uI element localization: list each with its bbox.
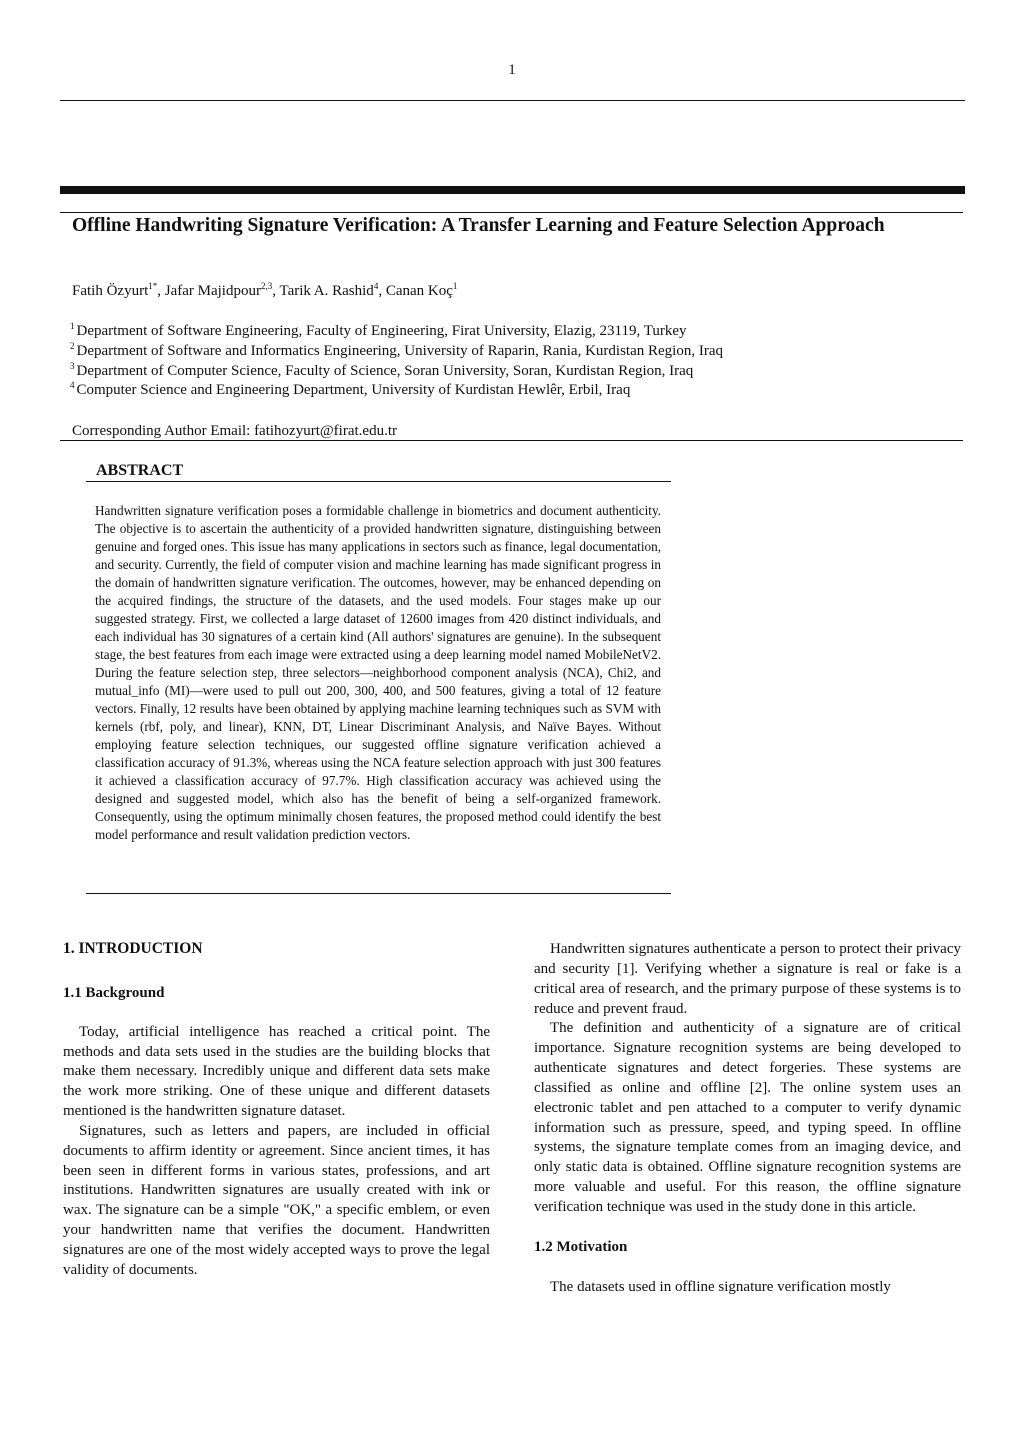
author-list: Fatih Özyurt$^{1*}$, Jafar Majidpour$^{2,3}$, Tarik A. Rashid$^4$, Canan Koç$^1$ bbox=[72, 281, 458, 299]
paper-title: Offline Handwriting Signature Verification: A Transfer Learning and Feature Selection Approach bbox=[72, 215, 885, 236]
subsection-heading: 1.2 Motivation bbox=[534, 1238, 628, 1255]
title-top-rule bbox=[60, 212, 963, 213]
abstract-top-rule bbox=[86, 481, 671, 482]
affiliation: $^4$ Computer Science and Engineering Department, University of Kurdistan Hewlêr, Erbil, Iraq bbox=[70, 380, 631, 399]
affiliation-list bbox=[70, 322, 970, 401]
corresponding-author: Corresponding Author Email: fatihozyurt@firat.edu.tr bbox=[72, 423, 397, 439]
author-sup: 4 bbox=[373, 281, 379, 291]
affiliation: $^1$ Department of Software Engineering, Faculty of Engineering, Firat University, Elazig, 23119, Turkey bbox=[70, 321, 687, 339]
author-sup: 1 bbox=[452, 281, 458, 291]
subsection-heading: 1.1 Background bbox=[63, 984, 165, 1001]
author-sup: 2,3 bbox=[260, 281, 273, 291]
paragraph: Signatures, such as letters and papers, are included in official documents to affirm identity or agreement. Since ancient times, it has been seen in different forms in various states, professions, and art institutions. Handwritten signatures are usually created with ink or wax. The signature can be a simple "OK," a specific emblem, or even your handwritten name that verifies the document. Handwritten signatures are one of the most widely accepted ways to prove the legal validity of documents. bbox=[63, 1122, 490, 1278]
left-column bbox=[63, 939, 490, 1281]
paragraph: The definition and authenticity of a signature are of critical importance. Signature recognition systems are being developed to authenticate signatures and detect forgeries. These systems are classified as online and offline [2]. The online system uses an electronic tablet and pen attached to a computer to verify dynamic information such as pressure, speed, and typing speed. In offline systems, the signature template comes from an imaging device, and only static data is obtained. Offline signature recognition systems are more valuable and useful. For this reason, the offline signature verification technique was used in the study done in this article. bbox=[534, 1020, 961, 1215]
affiliation: $^2$ Department of Software and Informatics Engineering, University of Raparin, Rania, Kurdistan Region, Iraq bbox=[70, 340, 723, 359]
section-heading: 1. INTRODUCTION bbox=[63, 940, 203, 957]
affiliation: $^3$ Department of Computer Science, Faculty of Science, Soran University, Soran, Kurdistan Region, Iraq bbox=[70, 360, 694, 379]
abstract-bottom-rule bbox=[86, 893, 671, 894]
author-sup: 1* bbox=[148, 281, 158, 291]
paragraph: The datasets used in offline signature verification mostly bbox=[550, 1278, 891, 1295]
title-thick-rule bbox=[60, 186, 965, 194]
author-name: Fatih Özyurt bbox=[72, 283, 149, 299]
abstract-heading: ABSTRACT bbox=[96, 462, 184, 479]
paragraph: Handwritten signatures authenticate a person to protect their privacy and security [1]. Verifying whether a signature is real or fake is a critical area of research, and the primary purpose of these systems is to reduce and prevent fraud. bbox=[534, 941, 961, 1017]
right-column bbox=[534, 940, 961, 1298]
abstract-text: Handwritten signature verification poses a formidable challenge in biometrics and document authenticity. The objective is to ascertain the authenticity of a provided handwritten signature, distinguishing between genuine and forged ones. This issue has many applications in sectors such as finance, legal documentation, and security. Currently, the field of computer vision and machine learning has made significant progress in the domain of handwritten signature verification. The outcomes, however, may be enhanced depending on the acquired findings, the structure of the datasets, and the used models. Four stages make up our suggested strategy. First, we collected a large dataset of 12600 images from 420 distinct individuals, and each individual has 30 signatures of a certain kind (All authors' signatures are genuine). In the subsequent stage, the best features from each image were extracted using a deep learning model named MobileNetV2. During the feature selection step, three selectors—neighborhood component analysis (NCA), Chi2, and mutual_info (MI)—were used to pull out 200, 300, 400, and 500 features, giving a total of 12 feature vectors. Finally, 12 results have been obtained by applying machine learning techniques such as SVM with kernels (rbf, poly, and linear), KNN, DT, Linear Discriminant Analysis, and Naïve Bayes. Without employing feature selection techniques, our suggested offline signature verification achieved a classification accuracy of 91.3%, whereas using the NCA feature selection approach with just 300 features it achieved a classification accuracy of 97.7%. High classification accuracy was achieved using the designed and suggested model, which also has the benefit of being a self-organized framework. Consequently, using the optimum minimally chosen features, the proposed method could identify the best model performance and result validation prediction vectors. bbox=[95, 503, 661, 842]
paragraph: Today, artificial intelligence has reached a critical point. The methods and data sets used in the studies are the building blocks that make them necessary. Incredibly unique and different data sets make the work more striking. One of these unique and different datasets mentioned is the handwritten signature dataset. bbox=[63, 1023, 490, 1120]
page-number: 1 bbox=[508, 62, 516, 78]
author-name: Canan Koç bbox=[385, 283, 453, 299]
author-name: Tarik A. Rashid bbox=[279, 283, 374, 299]
header-rule bbox=[60, 100, 965, 101]
author-name: Jafar Majidpour bbox=[164, 283, 261, 299]
title-bottom-rule bbox=[60, 440, 963, 441]
